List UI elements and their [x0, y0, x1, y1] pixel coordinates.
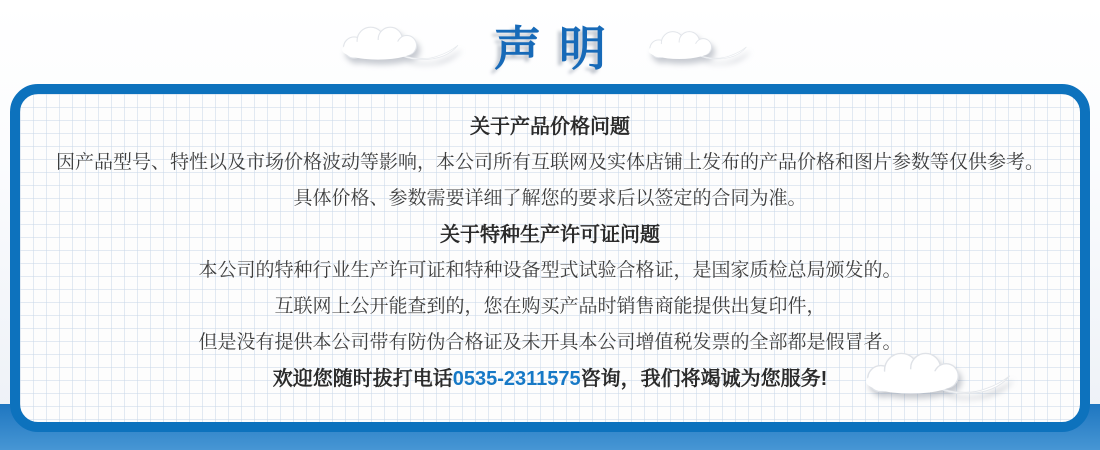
cloud-icon-top-right [641, 25, 749, 65]
statement-line: 本公司的特种行业生产许可证和特种设备型式试验合格证，是国家质检总局颁发的。 [198, 260, 902, 281]
page-title: 声明 [494, 22, 624, 75]
statement-line: 因产品型号、特性以及市场价格波动等影响，本公司所有互联网及实体店铺上发布的产品价格和图片参数等仅供参考。 [55, 152, 1044, 173]
cloud-icon-top-left [333, 20, 461, 66]
phone-number: 0535-2311575 [452, 368, 581, 390]
statement-line: 但是没有提供本公司带有防伪合格证及未开具本公司增值税发票的全部都是假冒者。 [198, 332, 902, 353]
statement-line: 具体价格、参数需要详细了解您的要求后以签定的合同为准。 [293, 188, 807, 209]
section-heading-license: 关于特种生产许可证问题 [440, 224, 660, 246]
cloud-icon-bottom-right [850, 345, 1018, 401]
section-heading-price: 关于产品价格问题 [470, 116, 630, 138]
statement-line: 互联网上公开能查到的，您在购买产品时销售商能提供出复印件， [274, 296, 826, 317]
contact-suffix: 咨询，我们将竭诚为您服务! [580, 368, 828, 390]
contact-prefix: 欢迎您随时拔打电话 [272, 368, 453, 390]
